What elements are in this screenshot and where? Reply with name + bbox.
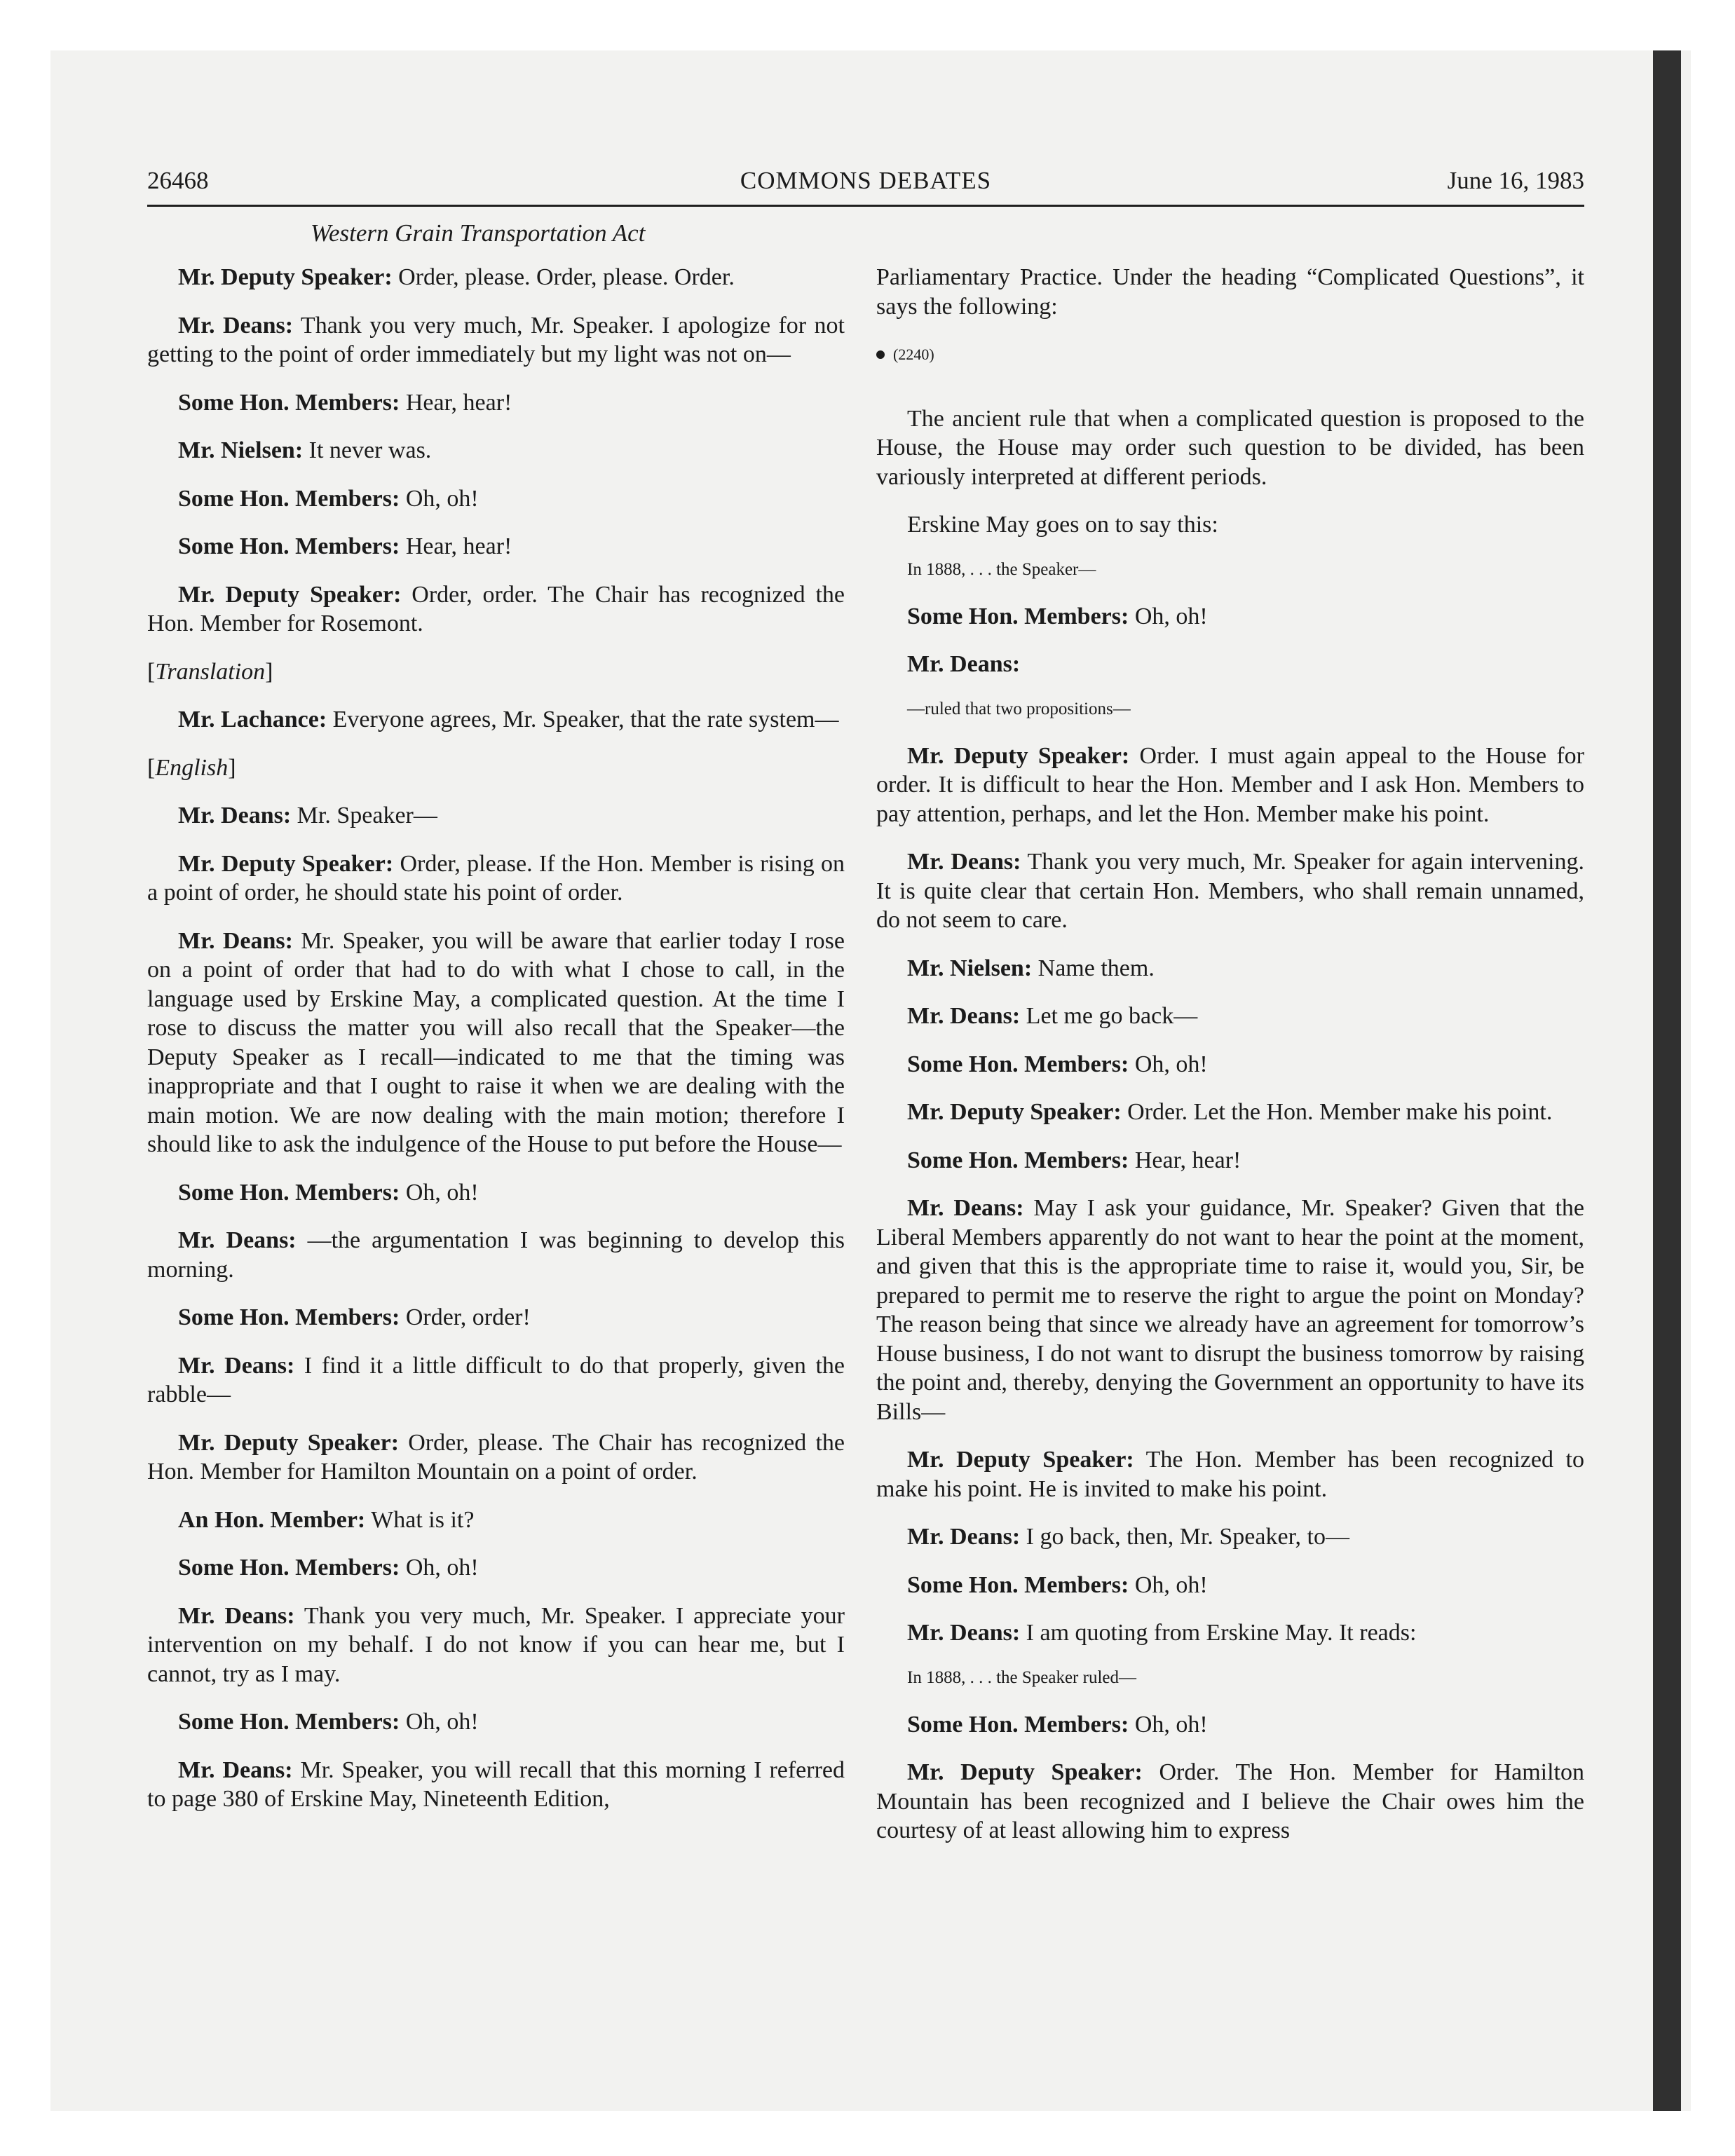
speech-text: Oh, oh! bbox=[1129, 1571, 1208, 1598]
speech-text: Thank you very much, Mr. Speaker for again intervening. It is quite clear that certain Hon. Members, who shall remain unnamed, do not seem to care. bbox=[876, 849, 1584, 933]
speech-text: Oh, oh! bbox=[400, 1555, 479, 1581]
text-paragraph bbox=[876, 404, 1584, 492]
speech-paragraph bbox=[876, 1522, 1584, 1552]
speaker-name: Mr. Deputy Speaker: bbox=[178, 264, 393, 290]
speech-text: Mr. Speaker, you will recall that this morning I referred to page 380 of Erskine May, Nineteenth Edition, bbox=[147, 1756, 845, 1812]
speech-text: Oh, oh! bbox=[400, 485, 479, 512]
speech-text: Mr. Speaker— bbox=[291, 803, 437, 828]
speech-paragraph bbox=[147, 1553, 845, 1583]
speaker-name: Some Hon. Members: bbox=[178, 533, 400, 559]
speech-paragraph bbox=[876, 1618, 1584, 1648]
speech-text: Everyone agrees, Mr. Speaker, that the rate system— bbox=[327, 707, 839, 732]
speech-text: Thank you very much, Mr. Speaker. I appreciate your intervention on my behalf. I do not know if you can hear me, but I cannot, try as I may. bbox=[147, 1602, 845, 1687]
speech-paragraph bbox=[147, 263, 845, 292]
speech-text: Erskine May goes on to say this: bbox=[907, 512, 1218, 538]
speaker-name: Some Hon. Members: bbox=[907, 1571, 1129, 1598]
speech-paragraph bbox=[147, 311, 845, 369]
page-number: 26468 bbox=[147, 167, 209, 194]
language-label: English bbox=[155, 754, 229, 781]
language-label: Translation bbox=[155, 658, 266, 685]
speech-text: —the argumentation I was beginning to develop this morning. bbox=[147, 1227, 845, 1283]
speech-text: Order. I must again appeal to the House for order. It is difficult to hear the Hon. Member and I ask Hon. Members to pay attention, perhaps, and let the Hon. Member make his point. bbox=[876, 742, 1584, 827]
speaker-name: Mr. Deans: bbox=[178, 1602, 295, 1629]
speech-paragraph bbox=[147, 1178, 845, 1208]
speech-text: I am quoting from Erskine May. It reads: bbox=[1020, 1620, 1417, 1646]
speech-paragraph bbox=[147, 801, 845, 831]
speaker-name: Mr. Deans: bbox=[907, 1620, 1021, 1646]
speaker-name: Mr. Deputy Speaker: bbox=[178, 581, 402, 608]
block-quote: —ruled that two propositions— bbox=[907, 699, 1131, 718]
speaker-name: Some Hon. Members: bbox=[907, 1711, 1129, 1738]
speaker-name: Mr. Deputy Speaker: bbox=[907, 1447, 1134, 1473]
left-column bbox=[147, 263, 845, 1833]
speaker-name: Mr. Deans: bbox=[907, 651, 1021, 677]
speech-text: Thank you very much, Mr. Speaker. I apologize for not getting to the point of order immediately but my light was not on— bbox=[147, 312, 845, 367]
continued-paragraph: Parliamentary Practice. Under the heading “Complicated Questions”, it says the following: bbox=[876, 264, 1584, 320]
right-column bbox=[876, 263, 1584, 1864]
speech-paragraph bbox=[876, 1146, 1584, 1175]
speech-paragraph bbox=[147, 580, 845, 639]
speaker-name: Mr. Deans: bbox=[178, 927, 293, 954]
speech-text: Order, please. The Chair has recognized the Hon. Member for Hamilton Mountain on a point of order. bbox=[147, 1429, 845, 1485]
speech-paragraph bbox=[876, 1571, 1584, 1600]
speaker-name: Some Hon. Members: bbox=[178, 485, 400, 512]
speech-text: May I ask your guidance, Mr. Speaker? Given that the Liberal Members apparently do not want to hear the point at the moment, and given that this is the appropriate time to raise it, would you, Sir, be prepared to permit me to reserve the right to argue the point on Monday? The reason being that since we already have an agreement for tomorrow’s House business, I do not want to disrupt the business tomorrow by raising the point and, thereby, denying the Government an opportunity to have its Bills— bbox=[876, 1195, 1584, 1425]
speech-text: It never was. bbox=[303, 437, 432, 463]
language-marker: [Translation] bbox=[147, 658, 273, 685]
speech-paragraph bbox=[147, 532, 845, 561]
speech-paragraph bbox=[147, 850, 845, 908]
text-paragraph bbox=[876, 510, 1584, 540]
speaker-name: Some Hon. Members: bbox=[907, 603, 1129, 629]
speech-paragraph bbox=[876, 1758, 1584, 1845]
speech-paragraph bbox=[147, 705, 845, 735]
speech-paragraph bbox=[876, 1002, 1584, 1031]
speech-paragraph bbox=[876, 1194, 1584, 1426]
speech-paragraph bbox=[147, 1506, 845, 1535]
speaker-name: Some Hon. Members: bbox=[178, 389, 400, 416]
speech-paragraph bbox=[147, 436, 845, 465]
speaker-name: Mr. Deans: bbox=[178, 1756, 293, 1783]
speech-paragraph bbox=[876, 1710, 1584, 1740]
speech-text: Hear, hear! bbox=[1129, 1147, 1241, 1173]
speech-text: The ancient rule that when a complicated question is proposed to the House, the House may order such question to be divided, has been variously interpreted at different periods. bbox=[876, 405, 1584, 490]
speaker-name: Some Hon. Members: bbox=[907, 1147, 1129, 1173]
speaker-name: Mr. Deans: bbox=[907, 1524, 1021, 1550]
speaker-name: Mr. Deans: bbox=[907, 849, 1021, 875]
speech-paragraph bbox=[147, 1303, 845, 1332]
speaker-name: Mr. Deputy Speaker: bbox=[907, 742, 1130, 769]
speech-text: Oh, oh! bbox=[1129, 1711, 1208, 1738]
speaker-name: Some Hon. Members: bbox=[178, 1555, 400, 1581]
running-title: Western Grain Transportation Act bbox=[311, 219, 646, 247]
speech-paragraph bbox=[876, 1050, 1584, 1079]
speaker-name: Mr. Nielsen: bbox=[907, 955, 1033, 981]
speech-text: Let me go back— bbox=[1020, 1003, 1198, 1029]
speech-text: Mr. Speaker, you will be aware that earlier today I rose on a point of order that had to do with what I chose to call, in the language used by Erskine May, a complicated question. At the time I rose to discuss the matter you will also recall that the Speaker—the Deputy Speaker as I recall—indicated to me that the timing was inappropriate and that I ought to raise it when we are dealing with the main motion. We are now dealing with the main motion; therefore I should like to ask the indulgence of the House to put before the House— bbox=[147, 927, 845, 1157]
speech-text: I go back, then, Mr. Speaker, to— bbox=[1020, 1524, 1349, 1550]
block-quote: In 1888, . . . the Speaker ruled— bbox=[907, 1667, 1137, 1687]
speaker-name: Some Hon. Members: bbox=[178, 1179, 400, 1206]
speaker-name: Mr. Deputy Speaker: bbox=[907, 1099, 1122, 1125]
scan-edge-bar bbox=[1653, 50, 1681, 2111]
page-date: June 16, 1983 bbox=[1447, 167, 1584, 194]
speech-text: Order, please. Order, please. Order. bbox=[392, 264, 735, 290]
speech-text: Hear, hear! bbox=[400, 533, 512, 559]
speech-paragraph bbox=[876, 954, 1584, 983]
time-marker-text: (2240) bbox=[893, 346, 934, 363]
speech-paragraph bbox=[876, 602, 1584, 632]
speaker-name: Mr. Deans: bbox=[178, 803, 292, 828]
speech-paragraph bbox=[147, 1707, 845, 1737]
speech-paragraph bbox=[147, 927, 845, 1159]
speech-paragraph bbox=[147, 1226, 845, 1284]
speech-text: Oh, oh! bbox=[1129, 603, 1208, 629]
speech-paragraph bbox=[147, 388, 845, 418]
speaker-name: An Hon. Member: bbox=[178, 1506, 366, 1533]
speech-text: Name them. bbox=[1032, 955, 1155, 981]
speaker-name: Mr. Lachance: bbox=[178, 707, 327, 732]
speech-paragraph bbox=[876, 650, 1584, 679]
speech-text: What is it? bbox=[365, 1506, 475, 1533]
speech-paragraph bbox=[147, 1428, 845, 1487]
speech-text: Oh, oh! bbox=[400, 1179, 479, 1206]
speaker-name: Mr. Deputy Speaker: bbox=[178, 850, 394, 877]
speech-text: Hear, hear! bbox=[400, 389, 512, 416]
speech-paragraph bbox=[147, 484, 845, 514]
speech-paragraph bbox=[147, 1351, 845, 1410]
bullet-icon bbox=[876, 350, 885, 359]
speaker-name: Mr. Deans: bbox=[178, 1227, 297, 1253]
speech-text: Order. Let the Hon. Member make his point. bbox=[1121, 1099, 1553, 1125]
block-quote: In 1888, . . . the Speaker— bbox=[907, 559, 1096, 579]
speaker-name: Mr. Deans: bbox=[907, 1003, 1021, 1029]
speaker-name: Mr. Deputy Speaker: bbox=[907, 1759, 1143, 1785]
speech-text: Order, order. The Chair has recognized the Hon. Member for Rosemont. bbox=[147, 581, 845, 636]
journal-title: COMMONS DEBATES bbox=[740, 167, 992, 194]
speech-text: The Hon. Member has been recognized to make his point. He is invited to make his point. bbox=[876, 1447, 1585, 1502]
speech-paragraph bbox=[876, 847, 1584, 935]
speaker-name: Mr. Deans: bbox=[907, 1195, 1024, 1221]
speech-text: Order, please. If the Hon. Member is rising on a point of order, he should state his point of order. bbox=[147, 850, 845, 906]
language-marker: [English] bbox=[147, 754, 236, 781]
speech-paragraph bbox=[147, 1756, 845, 1814]
speech-paragraph bbox=[876, 1098, 1584, 1127]
time-marker bbox=[876, 340, 1584, 369]
speaker-name: Mr. Nielsen: bbox=[178, 437, 304, 463]
speech-text: Oh, oh! bbox=[400, 1709, 479, 1735]
speech-text: Order, order! bbox=[400, 1304, 531, 1330]
speaker-name: Mr. Deans: bbox=[178, 1352, 295, 1379]
speech-paragraph bbox=[876, 1445, 1584, 1503]
speech-paragraph bbox=[147, 1602, 845, 1689]
speaker-name: Some Hon. Members: bbox=[907, 1051, 1129, 1077]
speech-text: Order. The Hon. Member for Hamilton Mountain has been recognized and I believe the Chair owes him the courtesy of at least allowing him to express bbox=[876, 1759, 1585, 1843]
speaker-name: Mr. Deputy Speaker: bbox=[178, 1429, 400, 1456]
page-header bbox=[147, 167, 1584, 207]
speech-paragraph bbox=[876, 742, 1584, 829]
speech-text: I find it a little difficult to do that properly, given the rabble— bbox=[147, 1352, 845, 1407]
speaker-name: Some Hon. Members: bbox=[178, 1709, 400, 1735]
speaker-name: Some Hon. Members: bbox=[178, 1304, 400, 1330]
speaker-name: Mr. Deans: bbox=[178, 312, 294, 339]
speech-text: Oh, oh! bbox=[1129, 1051, 1208, 1077]
